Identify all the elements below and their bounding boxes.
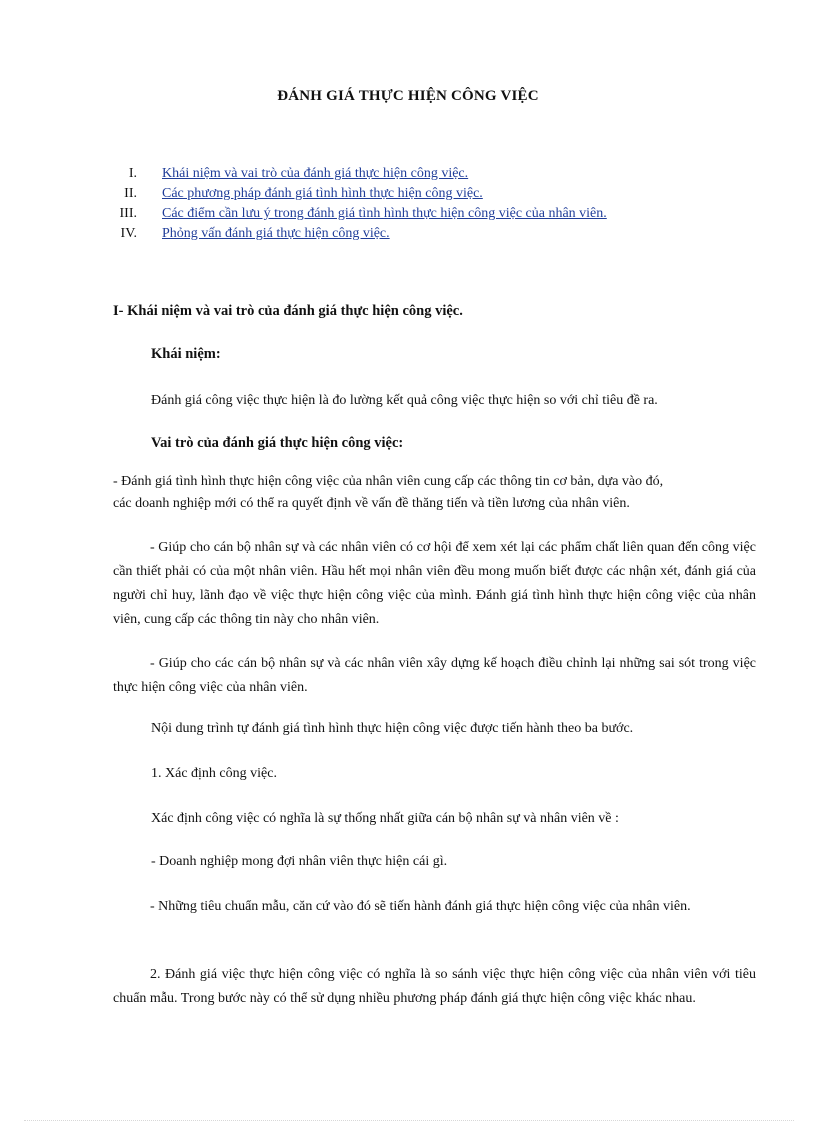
step-1-item-2-text: - Những tiêu chuẩn mẫu, căn cứ vào đó sẽ tiến hành đánh giá thực hiện công việc của nhân viên. [150, 899, 691, 914]
role-paragraph-2 [113, 536, 756, 632]
step-1-item-1: - Doanh nghiệp mong đợi nhân viên thực hiện cái gì. [151, 854, 448, 869]
role-heading: Vai trò của đánh giá thực hiện công việc: [151, 435, 404, 451]
toc-link-3[interactable]: Các điểm cần lưu ý trong đánh giá tình hình thực hiện công việc của nhân viên. [162, 206, 607, 221]
toc-number: IV. [120, 226, 137, 241]
step-1-item-2 [113, 895, 756, 919]
toc-number: II. [124, 186, 137, 201]
toc-link-1[interactable]: Khái niệm và vai trò của đánh giá thực hiện công việc. [162, 166, 469, 181]
section-heading: I- Khái niệm và vai trò của đánh giá thực hiện công việc. [113, 303, 463, 319]
toc-number: III. [119, 206, 137, 221]
concept-heading: Khái niệm: [151, 346, 221, 362]
page-bottom-divider [24, 1120, 794, 1121]
step-2-text: 2. Đánh giá việc thực hiện công việc có nghĩa là so sánh việc thực hiện công việc của nhân viên với tiêu chuẩn mẫu. Trong bước này có thể sử dụng nhiều phương pháp đánh giá thực hiện công việc khác nhau. [113, 967, 756, 1006]
concept-text: Đánh giá công việc thực hiện là đo lường kết quả công việc thực hiện so với chỉ tiêu đề ra. [151, 393, 658, 408]
role-paragraph-3-text: - Giúp cho các cán bộ nhân sự và các nhân viên xây dựng kế hoạch điều chỉnh lại những sai sót trong việc thực hiện công việc của nhân viên. [113, 656, 756, 695]
role-paragraph-3 [113, 652, 756, 700]
step-1-title: 1. Xác định công việc. [151, 766, 277, 781]
role-paragraph-1-line-1: - Đánh giá tình hình thực hiện công việc của nhân viên cung cấp các thông tin cơ bản, dựa vào đó, [113, 474, 664, 489]
toc-number: I. [128, 166, 137, 181]
role-paragraph-1-line-2: các doanh nghiệp mới có thể ra quyết định về vấn đề thăng tiến và tiền lương của nhân viên. [113, 496, 630, 511]
page-title: ĐÁNH GIÁ THỰC HIỆN CÔNG VIỆC [277, 88, 539, 104]
toc-link-4[interactable]: Phỏng vấn đánh giá thực hiện công việc. [162, 226, 390, 241]
step-2-paragraph [113, 963, 756, 1011]
step-1-definition: Xác định công việc có nghĩa là sự thống nhất giữa cán bộ nhân sự và nhân viên về : [151, 811, 619, 826]
role-paragraph-2-text: - Giúp cho cán bộ nhân sự và các nhân viên có cơ hội để xem xét lại các phẩm chất liên quan đến công việc cần thiết phải có của một nhân viên. Hầu hết mọi nhân viên đều mong muốn biết được các nhận xét, đánh giá của người chỉ huy, lãnh đạo về việc thực hiện công việc của mình. Đánh giá tình hình thực hiện công việc của nhân viên, cung cấp các thông tin này cho nhân viên. [113, 540, 756, 627]
toc-link-2[interactable]: Các phương pháp đánh giá tình hình thực hiện công việc. [162, 186, 483, 201]
steps-intro: Nội dung trình tự đánh giá tình hình thực hiện công việc được tiến hành theo ba bước. [151, 721, 634, 736]
